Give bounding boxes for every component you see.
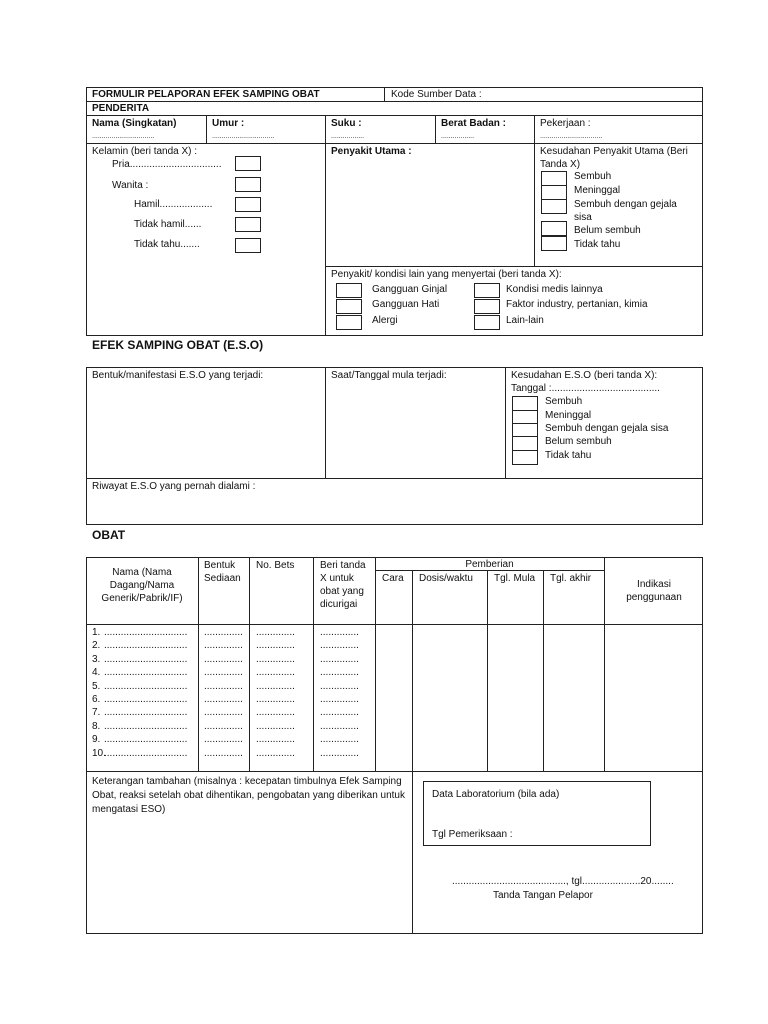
row-bentuk-field[interactable]: .............. <box>204 667 243 678</box>
hamil-label: Hamil................... <box>134 199 213 210</box>
row-bentuk-field[interactable]: .............. <box>204 694 243 705</box>
umur-label: Umur : <box>212 118 245 129</box>
data-lab-label: Data Laboratorium (bila ada) <box>432 789 560 800</box>
row-bets-field[interactable]: .............. <box>256 654 295 665</box>
suku-field[interactable]: ................. <box>331 133 365 140</box>
kesudahan-gejala-sisa-checkbox[interactable] <box>541 199 567 214</box>
row-bets-field[interactable]: .............. <box>256 694 295 705</box>
tgl-pemeriksaan-label: Tgl Pemeriksaan : <box>432 829 513 840</box>
row-number: 3. <box>92 654 101 665</box>
date-line-field[interactable]: ........................................., tgl.....................20........ <box>452 876 674 887</box>
row-beri-field[interactable]: .............. <box>320 694 359 705</box>
kesudahan-tidak-tahu-checkbox[interactable] <box>541 236 567 251</box>
nama-label: Nama (Singkatan) <box>92 118 177 129</box>
wanita-label: Wanita : <box>112 180 149 191</box>
row-number: 6. <box>92 694 101 705</box>
sub-tglmula-header: Tgl. Mula <box>494 573 536 584</box>
kesudahan-tidak-tahu-label: Tidak tahu <box>574 239 621 250</box>
gangguan-hati-checkbox[interactable] <box>336 299 362 314</box>
row-beri-field[interactable]: .............. <box>320 640 359 651</box>
col-nama-header: Nama (Nama Dagang/Nama Generik/Pabrik/IF) <box>101 567 183 604</box>
riwayat-eso-label: Riwayat E.S.O yang pernah dialami : <box>92 481 256 492</box>
tanggal-field[interactable]: Tanggal :....................................... <box>511 383 660 394</box>
row-bentuk-field[interactable]: .............. <box>204 627 243 638</box>
alergi-checkbox[interactable] <box>336 315 362 330</box>
kondisi-medis-lainnya-label: Kondisi medis lainnya <box>506 284 603 295</box>
kesudahan-eso-label: Kesudahan E.S.O (beri tanda X): <box>511 370 658 381</box>
kesudahan-penyakit-title: Kesudahan Penyakit Utama (Beri Tanda X) <box>540 146 688 170</box>
faktor-industry-label: Faktor industry, pertanian, kimia <box>506 299 648 310</box>
row-nama-field[interactable]: .............................. <box>104 734 188 745</box>
row-beri-field[interactable]: .............. <box>320 681 359 692</box>
row-nama-field[interactable]: .............................. <box>104 667 188 678</box>
row-nama-field[interactable]: .............................. <box>104 640 188 651</box>
pekerjaan-field[interactable]: ................................ <box>540 133 603 140</box>
saat-tanggal-label: Saat/Tanggal mula terjadi: <box>331 370 447 381</box>
eso-belum-sembuh-checkbox[interactable] <box>512 436 538 451</box>
eso-meninggal-label: Meninggal <box>545 410 592 421</box>
eso-section-title: EFEK SAMPING OBAT (E.S.O) <box>92 338 264 352</box>
row-bentuk-field[interactable]: .............. <box>204 721 243 732</box>
tidak-tahu-label: Tidak tahu....... <box>134 239 200 250</box>
row-bets-field[interactable]: .............. <box>256 721 295 732</box>
row-number: 2. <box>92 640 101 651</box>
row-nama-field[interactable]: .............................. <box>104 627 188 638</box>
row-number: 1. <box>92 627 101 638</box>
col-nobets-header: No. Bets <box>256 560 295 571</box>
tidak-hamil-label: Tidak hamil...... <box>134 219 202 230</box>
nama-field[interactable]: ................................ <box>92 133 155 140</box>
row-bets-field[interactable]: .............. <box>256 667 295 678</box>
kesudahan-meninggal-checkbox[interactable] <box>541 185 567 200</box>
row-bentuk-field[interactable]: .............. <box>204 748 243 759</box>
kesudahan-belum-sembuh-label: Belum sembuh <box>574 225 641 236</box>
lain-lain-label: Lain-lain <box>506 315 544 326</box>
col-indikasi-header: Indikasi penggunaan <box>626 579 682 603</box>
gangguan-hati-label: Gangguan Hati <box>372 299 440 310</box>
row-bentuk-field[interactable]: .............. <box>204 654 243 665</box>
gangguan-ginjal-label: Gangguan Ginjal <box>372 284 448 295</box>
row-nama-field[interactable]: .............................. <box>104 654 188 665</box>
alergi-label: Alergi <box>372 315 398 326</box>
kesudahan-sembuh-label: Sembuh <box>574 171 612 182</box>
row-nama-field[interactable]: .............................. <box>104 694 188 705</box>
kesudahan-gejala-sisa-label: Sembuh dengan gejala sisa <box>574 199 677 223</box>
row-bets-field[interactable]: .............. <box>256 748 295 759</box>
umur-field[interactable]: ................................ <box>212 133 275 140</box>
row-bets-field[interactable]: .............. <box>256 707 295 718</box>
row-bentuk-field[interactable]: .............. <box>204 681 243 692</box>
row-bentuk-field[interactable]: .............. <box>204 640 243 651</box>
kondisi-medis-lainnya-checkbox[interactable] <box>474 283 500 298</box>
kode-sumber-data-label: Kode Sumber Data : <box>391 89 482 100</box>
penyakit-utama-label: Penyakit Utama : <box>331 146 412 157</box>
row-bets-field[interactable]: .............. <box>256 734 295 745</box>
row-nama-field[interactable]: .............................. <box>104 748 188 759</box>
row-bentuk-field[interactable]: .............. <box>204 734 243 745</box>
keterangan-tambahan-label: Keterangan tambahan (misalnya : kecepatan timbulnya Efek Samping Obat, reaksi setelah obat dihentikan, pengobatan yang diberikan untuk mengatasi ESO) <box>92 776 405 815</box>
row-number: 8. <box>92 721 101 732</box>
col-beri-header: Beri tanda X untuk obat yang dicurigai <box>320 560 366 610</box>
row-beri-field[interactable]: .............. <box>320 748 359 759</box>
pekerjaan-label: Pekerjaan : <box>540 118 591 129</box>
pria-label: Pria................................. <box>112 159 222 170</box>
eso-belum-sembuh-label: Belum sembuh <box>545 436 612 447</box>
obat-section-title: OBAT <box>92 528 126 542</box>
col-pemberian-header: Pemberian <box>465 559 514 570</box>
berat-badan-field[interactable]: ................. <box>441 133 475 140</box>
eso-sembuh-label: Sembuh <box>545 396 583 407</box>
faktor-industry-checkbox[interactable] <box>474 299 500 314</box>
row-bentuk-field[interactable]: .............. <box>204 707 243 718</box>
suku-label: Suku : <box>331 118 362 129</box>
row-beri-field[interactable]: .............. <box>320 707 359 718</box>
kesudahan-sembuh-checkbox[interactable] <box>541 171 567 186</box>
row-nama-field[interactable]: .............................. <box>104 721 188 732</box>
sub-cara-header: Cara <box>382 573 404 584</box>
row-number: 7. <box>92 707 101 718</box>
row-number: 9. <box>92 734 101 745</box>
row-bets-field[interactable]: .............. <box>256 640 295 651</box>
penderita-title: PENDERITA <box>92 103 150 114</box>
kesudahan-belum-sembuh-checkbox[interactable] <box>541 221 567 236</box>
eso-tidak-tahu-checkbox[interactable] <box>512 450 538 465</box>
row-number: 10. <box>92 748 106 759</box>
tidak-tahu-checkbox[interactable] <box>235 238 261 253</box>
eso-gejala-sisa-label: Sembuh dengan gejala sisa <box>545 423 669 434</box>
row-number: 5. <box>92 681 101 692</box>
row-number: 4. <box>92 667 101 678</box>
sub-tglakhir-header: Tgl. akhir <box>550 573 592 584</box>
eso-tidak-tahu-label: Tidak tahu <box>545 450 592 461</box>
pria-checkbox[interactable] <box>235 156 261 171</box>
form-title: FORMULIR PELAPORAN EFEK SAMPING OBAT <box>92 89 320 100</box>
row-beri-field[interactable]: .............. <box>320 654 359 665</box>
hamil-checkbox[interactable] <box>235 197 261 212</box>
kelamin-label: Kelamin (beri tanda X) : <box>92 146 198 157</box>
sub-dosis-header: Dosis/waktu <box>419 573 473 584</box>
row-nama-field[interactable]: .............................. <box>104 681 188 692</box>
kondisi-lain-title: Penyakit/ kondisi lain yang menyertai (beri tanda X): <box>331 269 562 280</box>
wanita-checkbox[interactable] <box>235 177 261 192</box>
row-beri-field[interactable]: .............. <box>320 627 359 638</box>
row-beri-field[interactable]: .............. <box>320 734 359 745</box>
lain-lain-checkbox[interactable] <box>474 315 500 330</box>
row-nama-field[interactable]: .............................. <box>104 707 188 718</box>
tidak-hamil-checkbox[interactable] <box>235 217 261 232</box>
col-bentuk-header: Bentuk Sediaan <box>204 560 241 584</box>
row-bets-field[interactable]: .............. <box>256 627 295 638</box>
row-bets-field[interactable]: .............. <box>256 681 295 692</box>
gangguan-ginjal-checkbox[interactable] <box>336 283 362 298</box>
eso-sembuh-checkbox[interactable] <box>512 396 538 411</box>
kesudahan-meninggal-label: Meninggal <box>574 185 621 196</box>
row-beri-field[interactable]: .............. <box>320 667 359 678</box>
tanda-tangan-label: Tanda Tangan Pelapor <box>493 890 593 901</box>
berat-badan-label: Berat Badan : <box>441 118 507 129</box>
bentuk-manifestasi-label: Bentuk/manifestasi E.S.O yang terjadi: <box>92 370 264 381</box>
row-beri-field[interactable]: .............. <box>320 721 359 732</box>
